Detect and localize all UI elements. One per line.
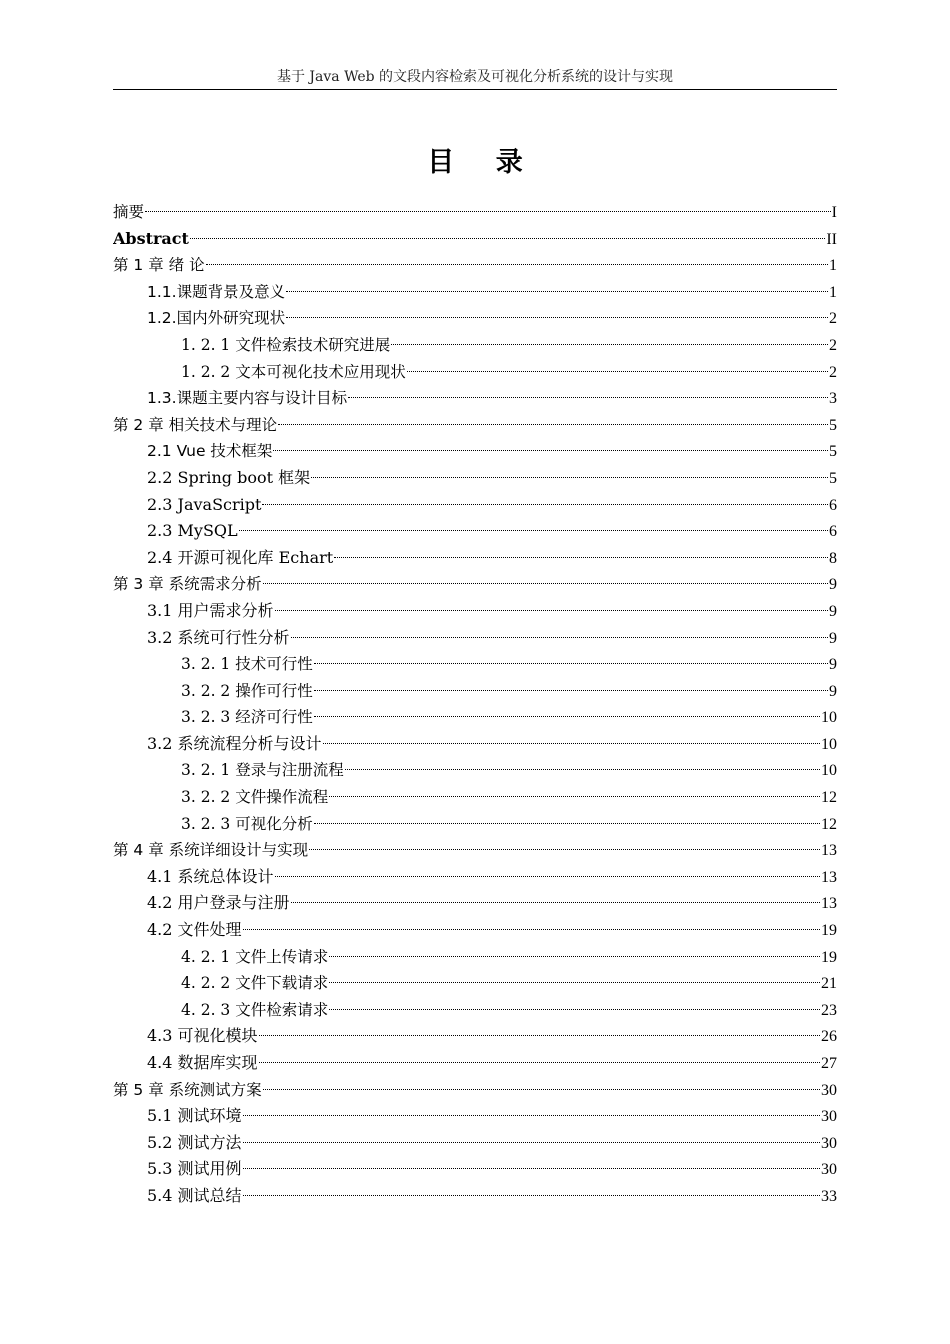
toc-leader-dots	[334, 557, 828, 558]
toc-entry-label: 3. 2. 2 文件操作流程	[181, 788, 329, 807]
toc-entry[interactable]	[113, 997, 837, 1024]
toc-entry-page-number: 30	[821, 1161, 837, 1179]
toc-leader-dots	[190, 238, 825, 239]
toc-entry-label: 2.3 MySQL	[147, 521, 238, 541]
toc-leader-dots	[243, 1115, 820, 1116]
toc-entry-label: 3.2 系统可行性分析	[147, 627, 290, 647]
toc-entry-label: 3. 2. 1 登录与注册流程	[181, 761, 344, 780]
toc-leader-dots	[291, 902, 820, 903]
toc-entry[interactable]	[113, 1156, 837, 1183]
toc-entry-page-number: II	[826, 230, 837, 248]
toc-entry[interactable]	[113, 199, 837, 226]
toc-leader-dots	[314, 690, 828, 691]
toc-entry[interactable]	[113, 1050, 837, 1077]
toc-entry-page-number: 9	[829, 602, 837, 620]
toc-entry-page-number: 5	[829, 443, 837, 461]
toc-entry-page-number: 12	[821, 789, 837, 807]
toc-entry[interactable]	[113, 890, 837, 917]
toc-leader-dots	[329, 956, 820, 957]
toc-leader-dots	[329, 1009, 820, 1010]
toc-entry-label: 5.1 测试环境	[147, 1106, 242, 1126]
toc-entry[interactable]	[113, 757, 837, 784]
toc-leader-dots	[314, 823, 820, 824]
toc-entry-label: 1.3.课题主要内容与设计目标	[147, 389, 348, 408]
toc-entry[interactable]	[113, 359, 837, 386]
toc-leader-dots	[259, 1035, 820, 1036]
toc-entry-label: 3.1 用户需求分析	[147, 600, 274, 620]
toc-entry-label: 5.3 测试用例	[147, 1159, 242, 1179]
toc-entry-page-number: 2	[829, 363, 837, 381]
toc-entry-page-number: 26	[821, 1028, 837, 1046]
toc-entry[interactable]	[113, 465, 837, 492]
toc-entry-page-number: 33	[821, 1187, 837, 1205]
toc-leader-dots	[314, 663, 828, 664]
toc-entry-page-number: 27	[821, 1055, 837, 1072]
toc-entry-page-number: 30	[821, 1081, 837, 1099]
toc-entry-label: 4.3 可视化模块	[147, 1026, 258, 1046]
toc-entry-page-number: 13	[821, 868, 837, 886]
toc-entry-label: 1.1.课题背景及意义	[147, 282, 286, 301]
toc-entry-page-number: 1	[829, 257, 837, 275]
toc-leader-dots	[348, 397, 828, 398]
toc-entry-page-number: 23	[821, 1001, 837, 1019]
toc-entry-page-number: 9	[829, 682, 837, 700]
toc-entry-label: 第 4 章 系统详细设计与实现	[113, 841, 309, 860]
toc-entry-label: 1. 2. 2 文本可视化技术应用现状	[181, 362, 406, 381]
toc-leader-dots	[262, 504, 828, 505]
toc-entry-label: 3.2 系统流程分析与设计	[147, 733, 322, 753]
toc-leader-dots	[329, 796, 820, 797]
toc-entry-label: 2.3 JavaScript	[147, 494, 262, 514]
toc-leader-dots	[314, 716, 820, 717]
toc-entry-page-number: 5	[829, 469, 837, 487]
toc-leader-dots	[329, 982, 820, 983]
toc-entry-label: 4.2 文件处理	[147, 920, 242, 940]
toc-entry-label: 4.4 数据库实现	[147, 1053, 258, 1072]
toc-entry[interactable]	[113, 944, 837, 971]
toc-entry-label: 2.2 Spring boot 框架	[147, 467, 311, 487]
toc-entry-page-number: 10	[821, 762, 837, 780]
toc-entry[interactable]	[113, 545, 837, 572]
toc-entry[interactable]	[113, 305, 837, 332]
toc-entry-label: 3. 2. 3 经济可行性	[181, 708, 313, 727]
toc-leader-dots	[259, 1062, 820, 1063]
toc-entry-page-number: 21	[821, 975, 837, 993]
toc-entry-page-number: 30	[821, 1134, 837, 1152]
toc-leader-dots	[291, 637, 828, 638]
toc-entry[interactable]	[113, 784, 837, 811]
toc-leader-dots	[391, 344, 828, 345]
toc-entry[interactable]	[113, 1130, 837, 1157]
toc-entry-page-number: 13	[821, 895, 837, 913]
toc-entry-page-number: 9	[829, 576, 837, 594]
toc-entry-page-number: 1	[829, 283, 837, 301]
toc-leader-dots	[323, 743, 820, 744]
toc-entry-page-number: 10	[821, 735, 837, 753]
toc-entry-page-number: 6	[829, 523, 837, 541]
toc-entry[interactable]	[113, 252, 837, 279]
toc-entry-label: 第 2 章 相关技术与理论	[113, 415, 278, 434]
toc-entry-page-number: 9	[829, 656, 837, 674]
toc-leader-dots	[275, 610, 828, 611]
toc-leader-dots	[243, 1142, 820, 1143]
toc-title: 目 录	[427, 147, 539, 178]
toc-leader-dots	[263, 583, 828, 584]
toc-leader-dots	[145, 211, 831, 212]
toc-entry-page-number: 19	[821, 922, 837, 940]
toc-entry-label: 第 1 章 绪 论	[113, 256, 205, 275]
toc-entry[interactable]	[113, 1183, 837, 1210]
toc-leader-dots	[243, 929, 820, 930]
toc-entry-page-number: 19	[821, 948, 837, 966]
toc-entry[interactable]	[113, 625, 837, 652]
toc-leader-dots	[345, 769, 820, 770]
toc-entry-page-number: 12	[821, 815, 837, 833]
toc-entry[interactable]	[113, 438, 837, 465]
toc-entry-label: 2.4 开源可视化库 Echart	[147, 547, 334, 567]
toc-entry[interactable]	[113, 970, 837, 997]
toc-entry[interactable]	[113, 279, 837, 306]
toc-entry-page-number: 30	[821, 1108, 837, 1126]
toc-leader-dots	[286, 291, 828, 292]
toc-entry[interactable]	[113, 226, 837, 253]
toc-entry-label: 5.4 测试总结	[147, 1185, 242, 1205]
toc-leader-dots	[278, 424, 828, 425]
toc-entry-label: 4. 2. 1 文件上传请求	[181, 947, 329, 966]
toc-entry-page-number: 8	[829, 549, 837, 567]
toc-entry-label: 4.2 用户登录与注册	[147, 893, 290, 913]
toc-entry[interactable]	[113, 917, 837, 944]
toc-entry[interactable]	[113, 811, 837, 838]
table-of-contents	[113, 199, 837, 1210]
toc-entry-label: 2.1 Vue 技术框架	[147, 442, 273, 461]
toc-entry-page-number: I	[831, 204, 837, 221]
toc-entry-label: 5.2 测试方法	[147, 1132, 242, 1152]
toc-entry[interactable]	[113, 332, 837, 359]
toc-entry-label: 4.1 系统总体设计	[147, 866, 274, 886]
toc-entry-page-number: 3	[829, 390, 837, 408]
toc-entry-page-number: 13	[821, 842, 837, 860]
toc-leader-dots	[309, 849, 820, 850]
toc-leader-dots	[243, 1195, 820, 1196]
toc-entry-label: 3. 2. 1 技术可行性	[181, 655, 313, 674]
toc-leader-dots	[263, 1089, 820, 1090]
toc-leader-dots	[407, 371, 828, 372]
toc-entry-page-number: 6	[829, 496, 837, 514]
toc-entry[interactable]	[113, 651, 837, 678]
toc-entry-page-number: 9	[829, 629, 837, 647]
toc-entry-label: Abstract	[113, 228, 189, 248]
page-header	[113, 68, 837, 90]
toc-entry[interactable]	[113, 412, 837, 439]
toc-entry-label: 第 3 章 系统需求分析	[113, 575, 262, 594]
toc-entry-page-number: 5	[829, 416, 837, 434]
running-title: 基于 Java Web 的文段内容检索及可视化分析系统的设计与实现	[276, 69, 674, 85]
toc-entry-label: 1.2.国内外研究现状	[147, 309, 286, 328]
toc-entry[interactable]	[113, 678, 837, 705]
toc-entry[interactable]	[113, 864, 837, 891]
toc-entry[interactable]	[113, 518, 837, 545]
toc-leader-dots	[273, 450, 828, 451]
toc-entry-label: 3. 2. 3 可视化分析	[181, 814, 313, 833]
toc-entry-page-number: 2	[829, 336, 837, 354]
toc-leader-dots	[243, 1168, 820, 1169]
toc-leader-dots	[311, 477, 828, 478]
toc-entry[interactable]	[113, 571, 837, 598]
toc-entry-page-number: 10	[821, 709, 837, 727]
toc-entry[interactable]	[113, 704, 837, 731]
toc-leader-dots	[206, 264, 828, 265]
toc-leader-dots	[275, 876, 820, 877]
toc-entry[interactable]	[113, 492, 837, 519]
toc-entry[interactable]	[113, 598, 837, 625]
toc-entry[interactable]	[113, 385, 837, 412]
toc-entry-label: 4. 2. 2 文件下载请求	[181, 974, 329, 993]
toc-entry-label: 3. 2. 2 操作可行性	[181, 681, 313, 700]
toc-entry-label: 第 5 章 系统测试方案	[113, 1080, 262, 1099]
toc-entry[interactable]	[113, 1023, 837, 1050]
toc-entry-label: 1. 2. 1 文件检索技术研究进展	[181, 335, 391, 354]
toc-entry-label: 4. 2. 3 文件检索请求	[181, 1000, 329, 1019]
toc-entry[interactable]	[113, 1103, 837, 1130]
toc-entry[interactable]	[113, 731, 837, 758]
toc-leader-dots	[239, 530, 828, 531]
toc-entry[interactable]	[113, 837, 837, 864]
toc-leader-dots	[286, 317, 828, 318]
toc-entry-page-number: 2	[829, 310, 837, 328]
toc-entry-label: 摘要	[113, 203, 145, 221]
toc-entry[interactable]	[113, 1077, 837, 1104]
